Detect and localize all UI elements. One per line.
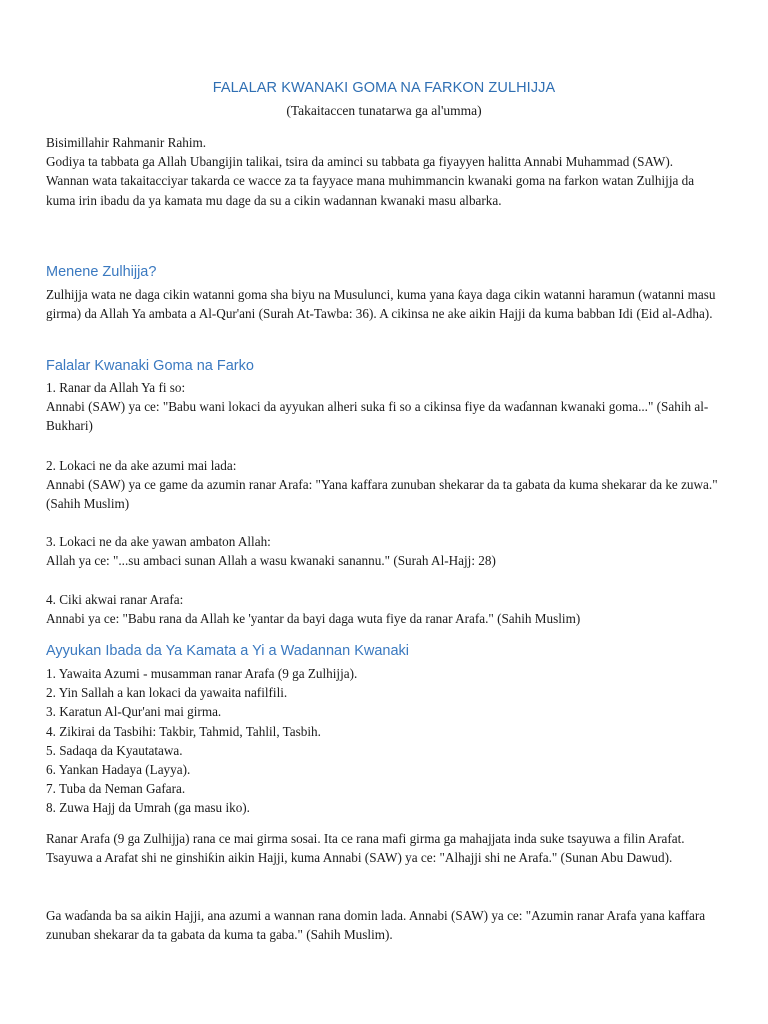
point-text: Annabi ya ce: "Babu rana da Allah ke 'yantar da bayi daga wuta fiye da ranar Arafa." (Sahih Muslim) [46, 611, 581, 627]
list-item: 4. Zikirai da Tasbihi: Takbir, Tahmid, Tahlil, Tasbih. [46, 723, 321, 739]
document-title: FALALAR KWANAKI GOMA NA FARKON ZULHIJJA [212, 80, 556, 96]
point-text: Annabi (SAW) ya ce game da azumin ranar Arafa: "Yana kaffara zunuban shekarar da ta gabata da kuma shekarar da ke zuwa." (Sahih Muslim) [46, 477, 718, 512]
list-item: 7. Tuba da Neman Gafara. [46, 781, 186, 797]
list-item: 1. Yawaita Azumi - musamman ranar Arafa (9 ga Zulhijja). [46, 666, 358, 681]
fadila-point [46, 456, 722, 514]
paragraph: Ranar Arafa (9 ga Zulhijja) rana ce mai girma sosai. Ita ce rana mafi girma ga mahajjata inda suke tsayuwa a filin Arafat. Tsayuwa a Arafat shi ne ginshiƙin aikin Hajji, kuma Annabi (SAW) ya ce: "Alhajji shi ne Arafa." (Sunan Abu Dawud). [46, 831, 685, 866]
paragraph: Ga waɗanda ba sa aikin Hajji, ana azumi a wannan rana domin lada. Annabi (SAW) ya ce: "Azumin ranar Arafa yana kaffara zunuban shekarar da ta gabata da kuma ta gaba." (Sahih Muslim). [46, 908, 706, 943]
list-item: 8. Zuwa Hajj da Umrah (ga masu iko). [46, 800, 250, 816]
point-label: 1. Ranar da Allah Ya fi so: [46, 380, 186, 395]
fadila-point [46, 590, 722, 628]
intro-line: Wannan wata takaitacciyar takarda ce wacce za ta fayyace mana muhimmancin kwanaki goma na farkon watan Zulhijja da kuma irin ibadu da ya kamata mu dage da su a cikin wadannan kwanaki masu albarka. [46, 173, 695, 208]
section-heading: Ayyukan Ibada da Ya Kamata a Yi a Wadannan Kwanaki [46, 643, 410, 659]
point-text: Allah ya ce: "...su ambaci sunan Allah a wasu kwanaki sanannu." (Surah Al-Hajj: 28) [46, 553, 496, 569]
fadila-point [46, 378, 722, 436]
document-subtitle: (Takaitaccen tunatarwa ga al'umma) [286, 103, 482, 118]
section-heading: Falalar Kwanaki Goma na Farko [46, 358, 254, 374]
list-item: 6. Yankan Hadaya (Layya). [46, 762, 191, 778]
section-body [46, 285, 722, 323]
ibada-list [46, 664, 722, 818]
arafa-paragraph [46, 829, 722, 867]
section-heading: Menene Zulhijja? [46, 264, 157, 280]
list-item: 3. Karatun Al-Qur'ani mai girma. [46, 704, 222, 720]
point-text: Annabi (SAW) ya ce: "Babu wani lokaci da ayyukan alheri suka fi so a cikinsa fiye da waɗannan kwanaki goma..." (Sahih al-Bukhari) [46, 399, 709, 434]
point-label: 4. Ciki akwai ranar Arafa: [46, 592, 184, 607]
list-item: 2. Yin Sallah a kan lokaci da yawaita nafilfili. [46, 685, 288, 701]
fadila-point [46, 532, 722, 570]
intro-line: Godiya ta tabbata ga Allah Ubangijin talikai, tsira da aminci su tabbata ga fiyayyen halitta Annabi Muhammad (SAW). [46, 154, 674, 170]
paragraph: Zulhijja wata ne daga cikin watanni goma sha biyu na Musulunci, kuma yana ƙaya daga cikin watanni haramun (watanni masu girma) da Allah Ya ambata a Al-Qur'ani (Surah At-Tawba: 36). A cikinsa ne ake aikin Hajji da kuma babban Idi (Eid al-Adha). [46, 287, 716, 322]
intro-block [46, 133, 722, 210]
arafa-paragraph [46, 906, 722, 944]
point-label: 3. Lokaci ne da ake yawan ambaton Allah: [46, 534, 271, 549]
intro-line: Bisimillahir Rahmanir Rahim. [46, 135, 207, 150]
list-item: 5. Sadaqa da Kyautatawa. [46, 742, 183, 758]
point-label: 2. Lokaci ne da ake azumi mai lada: [46, 458, 237, 473]
